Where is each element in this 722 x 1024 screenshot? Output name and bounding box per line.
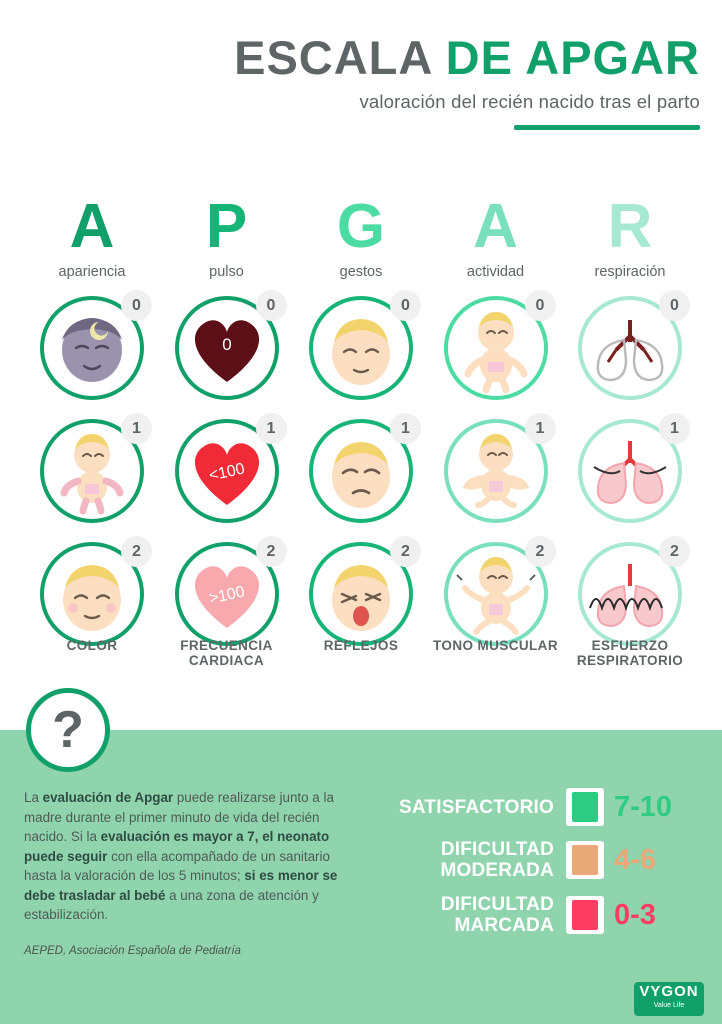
letter-columns [0, 192, 722, 280]
letter-g: G [336, 192, 386, 261]
label-reflejos: REFLEJOS [323, 638, 399, 653]
column-apariencia [26, 192, 158, 280]
question-mark-icon: ? [26, 688, 110, 772]
letter-r: R [607, 192, 653, 261]
score-badge: 0 [121, 290, 152, 321]
label-esfuerzo-respiratorio: ESFUERZO RESPIRATORIO [576, 638, 684, 668]
column-pulso [161, 192, 293, 280]
cell-tono-2 [430, 542, 562, 646]
score-row-1 [26, 419, 696, 523]
header [0, 0, 722, 130]
footer-source: AEPED, Asociación Española de Pediatría [24, 945, 241, 957]
score-badge: 2 [256, 536, 287, 567]
heart-label-1: <100 [206, 460, 246, 485]
column-respiracion [564, 192, 696, 280]
score-badge: 1 [659, 413, 690, 444]
label-frecuencia-cardiaca: FRECUENCIA CARDIACA [180, 638, 273, 668]
heart-label-2: >100 [206, 583, 246, 608]
column-gestos [295, 192, 427, 280]
legend-chip-marcada [566, 896, 604, 934]
legend-row-marcada [378, 894, 698, 936]
letter-a2: A [473, 192, 518, 261]
cell-reflejos-0 [295, 296, 427, 400]
category-labels [0, 638, 722, 668]
legend-row-satisfactorio [378, 788, 698, 826]
cell-reflejos-2 [295, 542, 427, 646]
legend-value-marcada: 0-3 [614, 898, 656, 931]
page-title [0, 31, 700, 84]
score-badge: 0 [525, 290, 556, 321]
legend-label-satisfactorio: SATISFACTORIO [399, 796, 554, 818]
legend-chip-satisfactorio [566, 788, 604, 826]
score-badge: 1 [390, 413, 421, 444]
cell-tono-1 [430, 419, 562, 523]
cell-heart-1 [161, 419, 293, 523]
title-green: DE APGAR [445, 31, 700, 84]
cell-respiratorio-1 [564, 419, 696, 523]
title-dark: ESCALA [234, 31, 432, 84]
score-badge: 1 [525, 413, 556, 444]
legend-label-moderada: DIFICULTAD MODERADA [440, 839, 554, 881]
heart-icon-zero [183, 308, 271, 388]
score-badge: 2 [390, 536, 421, 567]
legend-row-moderada [378, 839, 698, 881]
letter-a1: A [69, 192, 115, 261]
heart-icon-under-100 [183, 431, 271, 511]
lungs-icon-zero [584, 306, 676, 390]
score-grid [0, 296, 722, 665]
column-actividad [430, 192, 562, 280]
word-actividad: actividad [466, 264, 525, 280]
label-color: COLOR [66, 638, 118, 653]
lungs-icon-strong [584, 552, 676, 636]
score-badge: 1 [256, 413, 287, 444]
letter-p: P [205, 192, 248, 261]
title-underline [514, 125, 700, 130]
score-row-2 [26, 542, 696, 646]
legend-label-marcada: DIFICULTAD MARCADA [440, 894, 554, 936]
score-badge: 0 [256, 290, 287, 321]
lungs-icon-weak [584, 429, 676, 513]
brand-logo [634, 982, 704, 1016]
heart-icon-over-100 [183, 554, 271, 634]
label-tono-muscular: TONO MUSCULAR [433, 638, 558, 653]
legend-value-moderada: 4-6 [614, 843, 656, 876]
score-badge: 0 [390, 290, 421, 321]
score-badge: 2 [121, 536, 152, 567]
cell-heart-0 [161, 296, 293, 400]
score-badge: 0 [659, 290, 690, 321]
cell-respiratorio-2 [564, 542, 696, 646]
score-badge: 2 [659, 536, 690, 567]
cell-color-1 [26, 419, 158, 523]
brand-name: VYGON [639, 983, 699, 1000]
svg-text:0: 0 [221, 335, 232, 354]
word-apariencia: apariencia [58, 264, 126, 280]
footer-panel [0, 701, 722, 1024]
score-badge: 1 [121, 413, 152, 444]
score-row-0 [26, 296, 696, 400]
cell-color-2 [26, 542, 158, 646]
brand-tagline: Value Life [653, 1002, 685, 1009]
cell-heart-2 [161, 542, 293, 646]
legend-chip-moderada [566, 841, 604, 879]
footer-note: La evaluación de Apgar puede realizarse junto a la madre durante el primer minuto de vida del recién nacido. Si la evaluación es mayor a 7, el neonato puede seguir con ella acompañado de un sanitario hasta la valoración de los 5 minutos; si es menor se debe trasladar al bebé a una zona de atención y estabilización. [24, 790, 338, 922]
cell-tono-0 [430, 296, 562, 400]
page-subtitle: valoración del recién nacido tras el parto [359, 91, 700, 112]
legend-value-satisfactorio: 7-10 [614, 790, 673, 823]
cell-color-0 [26, 296, 158, 400]
score-legend [378, 788, 698, 949]
word-respiracion: respiración [594, 264, 666, 280]
cell-respiratorio-0 [564, 296, 696, 400]
cell-reflejos-1 [295, 419, 427, 523]
score-badge: 2 [525, 536, 556, 567]
word-gestos: gestos [339, 264, 383, 280]
word-pulso: pulso [209, 264, 244, 280]
